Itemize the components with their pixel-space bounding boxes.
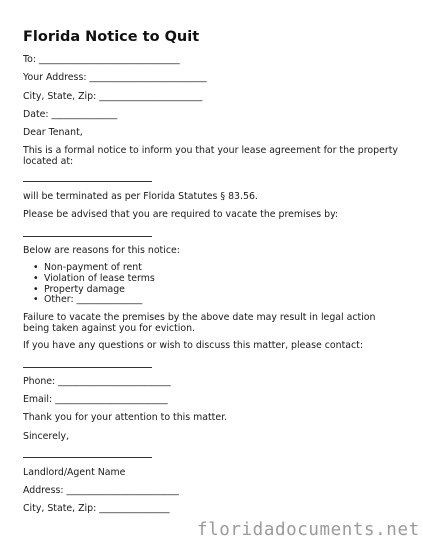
signer-address-line: Address: ________________________ xyxy=(23,485,179,496)
bullet-icon: • xyxy=(33,272,39,284)
reasons-heading: Below are reasons for this notice: xyxy=(23,245,180,256)
bullet-icon: • xyxy=(33,294,39,306)
property-address-blank xyxy=(23,181,152,182)
reason-text: Non-payment of rent xyxy=(44,262,142,273)
bullet-icon: • xyxy=(33,262,39,273)
date-line: Date: ______________ xyxy=(23,109,118,120)
failure-paragraph: Failure to vacate the premises by the above date may result in legal action being taken against you for eviction. xyxy=(23,312,376,334)
phone-line: Phone: ________________________ xyxy=(23,376,171,387)
signature-blank xyxy=(23,457,152,458)
list-item xyxy=(23,295,155,306)
terminated-statement: will be terminated as per Florida Statutes § 83.56. xyxy=(23,191,258,202)
contact-name-blank xyxy=(23,367,152,368)
intro-paragraph: This is a formal notice to inform you that your lease agreement for the property located at: xyxy=(23,145,398,167)
your-address-line: Your Address: _________________________ xyxy=(23,72,207,83)
to-line: To: ______________________________ xyxy=(23,54,180,65)
signer-city-state-zip-line: City, State, Zip: _______________ xyxy=(23,503,170,514)
salutation: Dear Tenant, xyxy=(23,127,83,138)
city-state-zip-line: City, State, Zip: ______________________ xyxy=(23,91,203,102)
watermark: floridadocuments.net xyxy=(197,520,420,540)
contact-prompt: If you have any questions or wish to discuss this matter, please contact: xyxy=(23,340,363,351)
email-line: Email: ________________________ xyxy=(23,394,168,405)
vacate-date-blank xyxy=(23,236,152,237)
reasons-list xyxy=(23,263,155,306)
reason-text: Other: ______________ xyxy=(44,294,143,306)
signer-label: Landlord/Agent Name xyxy=(23,467,126,478)
document-title: Florida Notice to Quit xyxy=(23,29,200,45)
reason-text: Property damage xyxy=(44,283,125,295)
thanks-statement: Thank you for your attention to this matter. xyxy=(23,412,228,423)
bullet-icon: • xyxy=(33,283,39,295)
closing: Sincerely, xyxy=(23,431,69,442)
vacate-notice: Please be advised that you are required to vacate the premises by: xyxy=(23,209,339,220)
reason-text: Violation of lease terms xyxy=(44,272,155,284)
